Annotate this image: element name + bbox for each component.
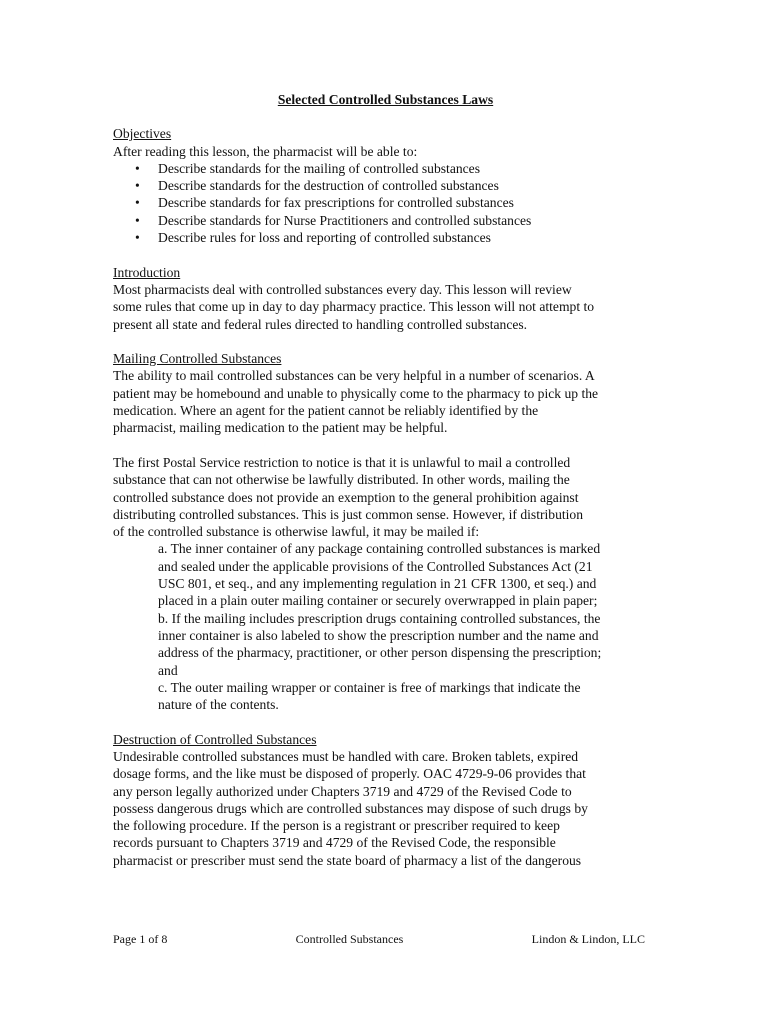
page-footer — [113, 932, 645, 947]
document-body — [113, 91, 658, 869]
text-line: USC 801, et seq., and any implementing regulation in 21 CFR 1300, et seq.) and — [158, 576, 597, 592]
text-line: any person legally authorized under Chapters 3719 and 4729 of the Revised Code to — [113, 783, 572, 799]
footer-title: Controlled Substances — [295, 932, 404, 946]
text-line: of the controlled substance is otherwise lawful, it may be mailed if: — [113, 524, 480, 540]
text-line: and — [158, 662, 178, 678]
objective-text: Describe standards for Nurse Practitioners and controlled substances — [158, 212, 532, 228]
introduction-paragraph — [113, 281, 658, 333]
text-line: records pursuant to Chapters 3719 and 4729 of the Revised Code, the responsible — [113, 835, 556, 851]
document-title: Selected Controlled Substances Laws — [277, 92, 494, 107]
condition-c — [158, 679, 658, 714]
list-item — [113, 194, 658, 211]
mailing-paragraph-1 — [113, 367, 658, 436]
bullet-icon: • — [135, 178, 140, 194]
text-line: Undesirable controlled substances must be handled with care. Broken tablets, expired — [113, 748, 579, 764]
text-line: controlled substance does not provide an exemption to the general prohibition against — [113, 489, 579, 505]
objectives-list — [113, 160, 658, 246]
mailing-conditions — [158, 540, 658, 713]
text-line: address of the pharmacy, practitioner, or other person dispensing the prescription; — [158, 645, 602, 661]
text-line: possess dangerous drugs which are controlled substances may dispose of such drugs by — [113, 800, 588, 816]
objectives-intro: After reading this lesson, the pharmacist will be able to: — [113, 143, 418, 159]
objectives-section — [113, 125, 658, 246]
condition-b — [158, 610, 658, 679]
list-item — [113, 229, 658, 246]
text-line: the following procedure. If the person is a registrant or prescriber required to keep — [113, 818, 560, 834]
bullet-icon: • — [135, 212, 140, 228]
objective-text: Describe rules for loss and reporting of controlled substances — [158, 230, 491, 246]
text-line: placed in a plain outer mailing container or securely overwrapped in plain paper; — [158, 593, 598, 609]
page-number: Page 1 of 8 — [113, 932, 168, 946]
objectives-heading: Objectives — [113, 126, 172, 142]
text-line: nature of the contents. — [158, 697, 279, 713]
text-line: a. The inner container of any package containing controlled substances is marked — [158, 541, 601, 557]
condition-a — [158, 540, 658, 609]
objective-text: Describe standards for fax prescriptions for controlled substances — [158, 195, 514, 211]
text-line: inner container is also labeled to show the prescription number and the name and — [158, 627, 599, 643]
mailing-section — [113, 350, 658, 713]
text-line: The first Postal Service restriction to notice is that it is unlawful to mail a controlled — [113, 454, 571, 470]
spacer — [113, 333, 658, 350]
destruction-section — [113, 731, 658, 869]
text-line: dosage forms, and the like must be disposed of properly. OAC 4729-9-06 provides that — [113, 766, 586, 782]
footer-company: Lindon & Lindon, LLC — [531, 932, 645, 946]
text-line: pharmacist, mailing medication to the patient may be helpful. — [113, 420, 448, 436]
text-line: and sealed under the applicable provisions of the Controlled Substances Act (21 — [158, 558, 593, 574]
text-line: c. The outer mailing wrapper or container is free of markings that indicate the — [158, 679, 581, 695]
text-line: patient may be homebound and unable to physically come to the pharmacy to pick up the — [113, 385, 599, 401]
introduction-section — [113, 264, 658, 333]
destruction-heading: Destruction of Controlled Substances — [113, 731, 317, 747]
text-line: some rules that come up in day to day pharmacy practice. This lesson will not attempt to — [113, 299, 595, 315]
text-line: The ability to mail controlled substances can be very helpful in a number of scenarios. A — [113, 368, 595, 384]
text-line: distributing controlled substances. This is just common sense. However, if distribution — [113, 506, 584, 522]
mailing-heading: Mailing Controlled Substances — [113, 351, 282, 367]
list-item — [113, 177, 658, 194]
list-item — [113, 212, 658, 229]
text-line: present all state and federal rules directed to handling controlled substances. — [113, 316, 528, 332]
bullet-icon: • — [135, 195, 140, 211]
bullet-icon: • — [135, 230, 140, 246]
text-line: Most pharmacists deal with controlled substances every day. This lesson will review — [113, 281, 572, 297]
spacer — [113, 246, 658, 263]
list-item — [113, 160, 658, 177]
objective-text: Describe standards for the mailing of controlled substances — [158, 160, 481, 176]
text-line: b. If the mailing includes prescription drugs containing controlled substances, the — [158, 610, 601, 626]
objective-text: Describe standards for the destruction of controlled substances — [158, 178, 499, 194]
text-line: medication. Where an agent for the patient cannot be reliably identified by the — [113, 403, 539, 419]
destruction-paragraph — [113, 748, 658, 869]
text-line: pharmacist or prescriber must send the state board of pharmacy a list of the dangerous — [113, 852, 582, 868]
introduction-heading: Introduction — [113, 264, 181, 280]
spacer — [113, 713, 658, 730]
mailing-paragraph-2 — [113, 454, 658, 540]
text-line: substance that can not otherwise be lawfully distributed. In other words, mailing the — [113, 472, 570, 488]
bullet-icon: • — [135, 160, 140, 176]
spacer — [113, 437, 658, 454]
